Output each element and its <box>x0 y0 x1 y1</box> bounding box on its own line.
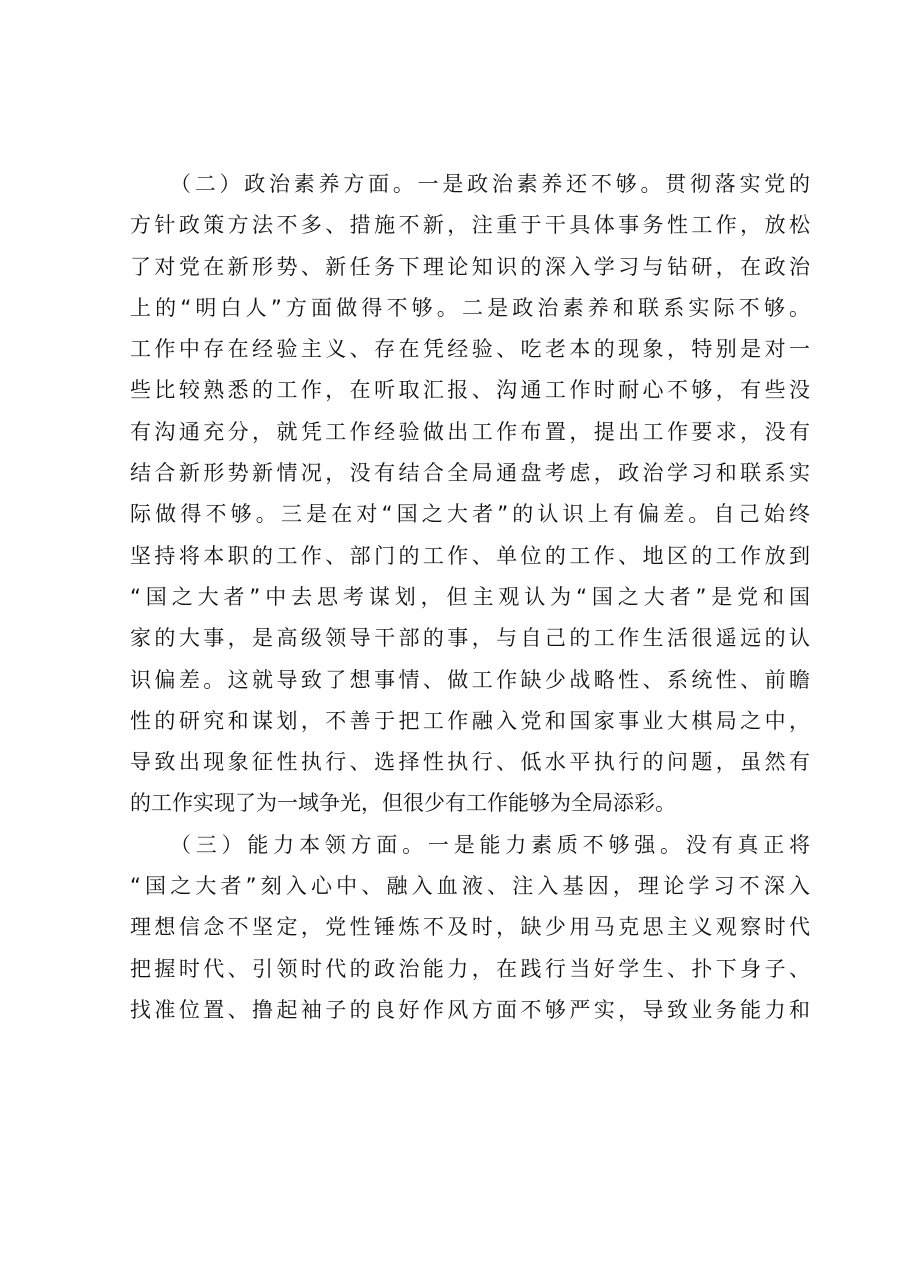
body-text <box>130 164 810 1031</box>
paragraph-line: 的工作实现了为一域争光，但很少有工作能够为全局添彩。 <box>130 791 676 816</box>
paragraph-line: 家的大事，是高级领导干部的事，与自己的工作生活很遥远的认 <box>130 626 810 651</box>
paragraph-line: 导致出现象征性执行、选择性执行、低水平执行的问题，虽然有 <box>130 750 810 775</box>
paragraph-line: 找准位置、撸起袖子的良好作风方面不够严实，导致业务能力和 <box>130 997 810 1022</box>
paragraph-line: 际做得不够。三是在对“国之大者”的认识上有偏差。自己始终 <box>130 502 810 527</box>
paragraph-line: 结合新形势新情况，没有结合全局通盘考虑，政治学习和联系实 <box>130 461 810 486</box>
paragraph-line: 性的研究和谋划，不善于把工作融入党和国家事业大棋局之中， <box>130 708 810 733</box>
paragraph-line: 有沟通充分，就凭工作经验做出工作布置，提出工作要求，没有 <box>130 419 810 444</box>
paragraph-line: “国之大者”刻入心中、融入血液、注入基因，理论学习不深入 <box>130 874 810 899</box>
paragraph-line: 些比较熟悉的工作，在听取汇报、沟通工作时耐心不够，有些没 <box>130 378 810 403</box>
paragraph-line: 了对党在新形势、新任务下理论知识的深入学习与钻研，在政治 <box>130 254 810 279</box>
paragraph-line: 工作中存在经验主义、存在凭经验、吃老本的现象，特别是对一 <box>130 337 810 362</box>
paragraph-line: 理想信念不坚定，党性锤炼不及时，缺少用马克思主义观察时代 <box>130 915 810 940</box>
paragraph-line: （三）能力本领方面。一是能力素质不够强。没有真正将 <box>170 832 810 857</box>
paragraph-line: 坚持将本职的工作、部门的工作、单位的工作、地区的工作放到 <box>130 543 810 568</box>
paragraph-line: “国之大者”中去思考谋划，但主观认为“国之大者”是党和国 <box>130 584 810 609</box>
paragraph-line: （二）政治素养方面。一是政治素养还不够。贯彻落实党的 <box>170 172 810 196</box>
paragraph-line: 识偏差。这就导致了想事情、做工作缺少战略性、系统性、前瞻 <box>130 667 810 692</box>
paragraph-line: 方针政策方法不多、措施不新，注重于干具体事务性工作，放松 <box>130 213 810 238</box>
paragraph-line: 上的“明白人”方面做得不够。二是政治素养和联系实际不够。 <box>130 295 810 320</box>
paragraph-line: 把握时代、引领时代的政治能力，在践行当好学生、扑下身子、 <box>130 956 810 981</box>
